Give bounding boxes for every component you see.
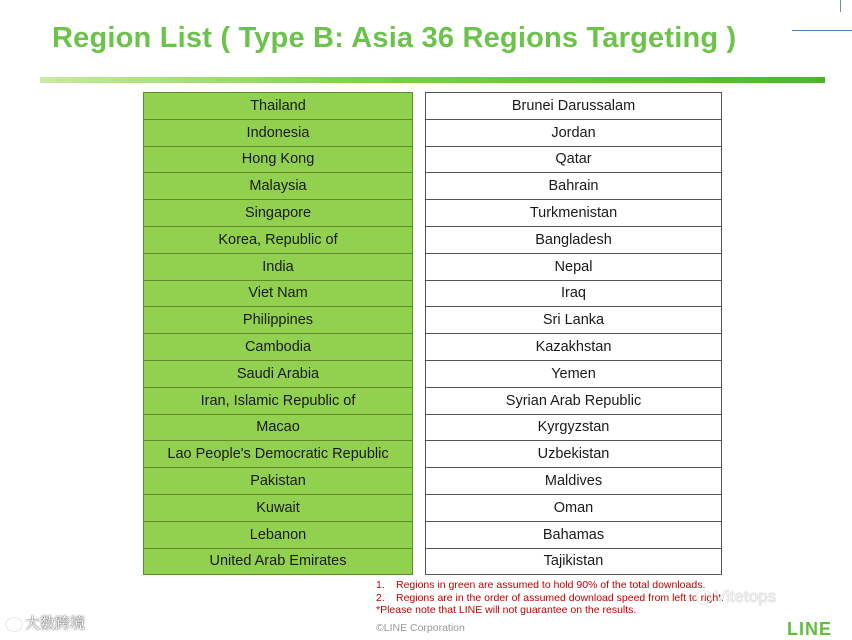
green-region-row	[144, 280, 413, 307]
green-region-row	[144, 521, 413, 548]
white-region-row	[426, 307, 722, 334]
white-region-cell: Maldives	[426, 468, 722, 495]
green-region-row	[144, 441, 413, 468]
green-region-cell: Thailand	[144, 93, 413, 120]
white-region-cell: Jordan	[426, 119, 722, 146]
green-region-cell: Lao People's Democratic Republic	[144, 441, 413, 468]
white-region-row	[426, 253, 722, 280]
green-region-row	[144, 119, 413, 146]
white-region-cell: Iraq	[426, 280, 722, 307]
green-region-row	[144, 494, 413, 521]
green-region-row	[144, 334, 413, 361]
corner-line-horizontal	[792, 30, 852, 31]
white-region-row	[426, 441, 722, 468]
white-region-row	[426, 521, 722, 548]
white-region-cell: Oman	[426, 494, 722, 521]
green-region-cell: Korea, Republic of	[144, 226, 413, 253]
white-region-row	[426, 468, 722, 495]
wechat-icon	[696, 591, 712, 604]
green-region-cell: Kuwait	[144, 494, 413, 521]
green-region-cell: Indonesia	[144, 119, 413, 146]
white-region-row	[426, 146, 722, 173]
green-regions-table	[143, 92, 413, 575]
green-region-cell: Cambodia	[144, 334, 413, 361]
green-region-cell: Iran, Islamic Republic of	[144, 387, 413, 414]
green-region-cell: Hong Kong	[144, 146, 413, 173]
page-title: Region List ( Type B: Asia 36 Regions Targeting )	[52, 22, 737, 54]
white-region-cell: Qatar	[426, 146, 722, 173]
green-region-row	[144, 200, 413, 227]
white-region-cell: Bangladesh	[426, 226, 722, 253]
white-region-cell: Tajikistan	[426, 548, 722, 575]
green-region-cell: Viet Nam	[144, 280, 413, 307]
white-region-cell: Kyrgyzstan	[426, 414, 722, 441]
white-region-row	[426, 226, 722, 253]
green-region-row	[144, 173, 413, 200]
white-region-cell: Kazakhstan	[426, 334, 722, 361]
white-region-row	[426, 280, 722, 307]
green-region-cell: Pakistan	[144, 468, 413, 495]
white-region-row	[426, 548, 722, 575]
green-region-row	[144, 468, 413, 495]
green-region-cell: Philippines	[144, 307, 413, 334]
watermark-left: 大数跨境	[6, 612, 85, 633]
copyright-text: ©LINE Corporation	[376, 622, 465, 634]
green-region-cell: Lebanon	[144, 521, 413, 548]
white-region-cell: Turkmenistan	[426, 200, 722, 227]
white-region-cell: Sri Lanka	[426, 307, 722, 334]
green-region-cell: Macao	[144, 414, 413, 441]
green-region-row	[144, 253, 413, 280]
white-region-row	[426, 173, 722, 200]
white-region-cell: Bahamas	[426, 521, 722, 548]
green-region-row	[144, 387, 413, 414]
green-region-row	[144, 360, 413, 387]
white-region-row	[426, 360, 722, 387]
green-region-row	[144, 307, 413, 334]
green-region-row	[144, 93, 413, 120]
white-region-cell: Nepal	[426, 253, 722, 280]
green-region-row	[144, 548, 413, 575]
green-region-cell: India	[144, 253, 413, 280]
watermark-logo-icon	[6, 618, 22, 631]
white-region-cell: Uzbekistan	[426, 441, 722, 468]
line-logo: LINE	[787, 619, 833, 639]
white-region-row	[426, 200, 722, 227]
white-region-row	[426, 494, 722, 521]
white-region-row	[426, 334, 722, 361]
title-underline-bar	[40, 77, 825, 83]
white-regions-table	[425, 92, 722, 575]
white-region-row	[426, 387, 722, 414]
white-region-cell: Bahrain	[426, 173, 722, 200]
corner-line-vertical	[840, 0, 841, 12]
white-region-row	[426, 119, 722, 146]
footnote-2: 2. Regions are in the order of assumed download speed from left to right.	[376, 591, 725, 604]
green-region-cell: Saudi Arabia	[144, 360, 413, 387]
white-region-row	[426, 414, 722, 441]
watermark-right: Vitetops	[696, 587, 776, 607]
footnote-disclaimer: *Please note that LINE will not guarantee on the results.	[376, 604, 637, 616]
green-region-cell: United Arab Emirates	[144, 548, 413, 575]
white-region-row	[426, 93, 722, 120]
white-region-cell: Yemen	[426, 360, 722, 387]
green-region-cell: Malaysia	[144, 173, 413, 200]
green-region-row	[144, 226, 413, 253]
green-region-row	[144, 146, 413, 173]
green-region-row	[144, 414, 413, 441]
green-region-cell: Singapore	[144, 200, 413, 227]
white-region-cell: Syrian Arab Republic	[426, 387, 722, 414]
white-region-cell: Brunei Darussalam	[426, 93, 722, 120]
footnote-1: 1. Regions in green are assumed to hold 90% of the total downloads.	[376, 579, 706, 591]
footnotes	[376, 579, 724, 617]
